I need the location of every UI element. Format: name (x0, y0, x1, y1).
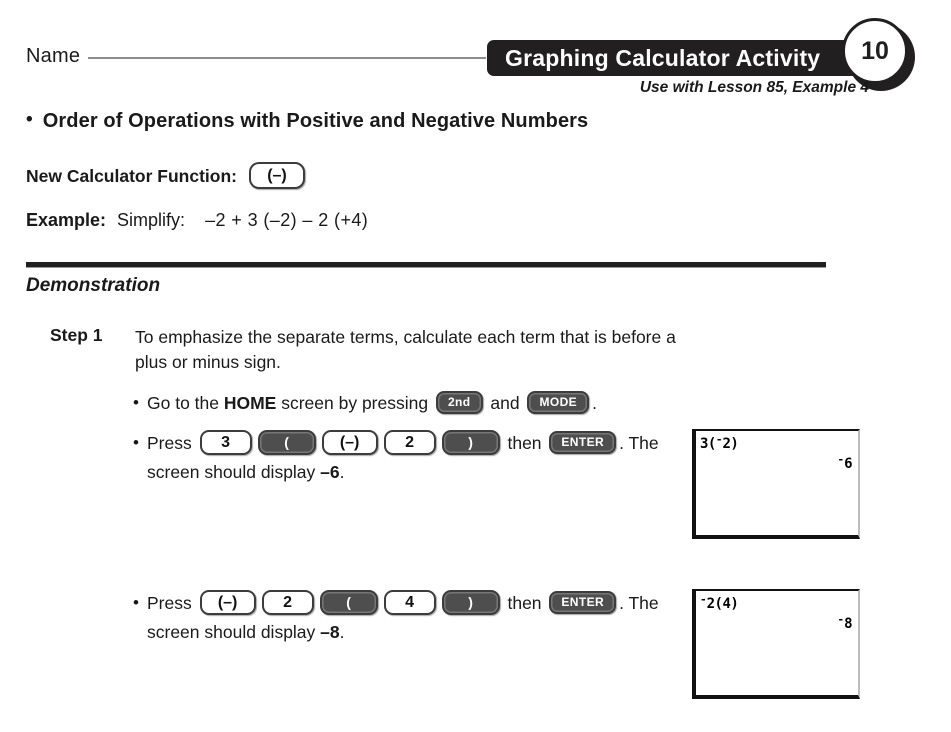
bullet-subtext-1: screen should display (147, 462, 321, 482)
bullet-text-1: Press (147, 593, 197, 613)
calculator-key-2[interactable]: 2 (262, 590, 314, 615)
result-value: 6 (844, 456, 852, 472)
calculator-key-mode[interactable]: MODE (527, 391, 589, 414)
calculator-key-enter[interactable]: ENTER (549, 431, 616, 454)
calculator-result-line (837, 453, 852, 472)
calculator-key-negate[interactable]: (–) (249, 162, 305, 189)
new-calculator-function-row (26, 163, 308, 190)
calculator-key-negate[interactable]: (–) (200, 590, 256, 615)
entry-suffix: 2(4) (706, 596, 739, 612)
bullet-text-2: then (502, 433, 547, 453)
bullet-text-3: and (485, 393, 525, 413)
calculator-key-2nd[interactable]: 2nd (436, 391, 483, 414)
bullet-text-3: . The (619, 593, 659, 613)
calculator-key-negate[interactable]: (–) (322, 430, 378, 455)
name-write-in-rule[interactable] (88, 57, 486, 59)
example-verb: Simplify: (117, 210, 186, 230)
bullet-text-1: Press (147, 433, 197, 453)
bullet-dot-icon: • (133, 393, 139, 412)
calculator-key-close-paren[interactable]: ) (442, 590, 500, 615)
section-divider (26, 262, 826, 268)
calculator-key-3[interactable]: 3 (200, 430, 252, 455)
instruction-bullet-press-sequence-2 (133, 588, 673, 646)
step-label: Step 1 (50, 325, 103, 345)
bullet-dot-icon: • (133, 433, 139, 452)
step-text: To emphasize the separate terms, calculate each term that is before a plus or minus sign. (135, 327, 676, 372)
bullet-text-3: . The (619, 433, 659, 453)
calculator-key-2[interactable]: 2 (384, 430, 436, 455)
bullet-text-2: then (502, 593, 547, 613)
new-function-label: New Calculator Function: (26, 166, 237, 186)
name-field-row (26, 45, 486, 68)
bullet-subline (147, 459, 673, 486)
section-bullet-icon: • (26, 109, 33, 130)
bullet-result-value: –6 (320, 462, 340, 482)
instruction-bullet-press-sequence-1 (133, 428, 673, 486)
calculator-key-open-paren[interactable]: ( (320, 590, 378, 615)
calculator-key-open-paren[interactable]: ( (258, 430, 316, 455)
example-row (26, 210, 368, 231)
demonstration-heading: Demonstration (26, 275, 161, 296)
calculator-key-4[interactable]: 4 (384, 590, 436, 615)
calculator-key-close-paren[interactable]: ) (442, 430, 500, 455)
bullet-subtext-1: screen should display (147, 622, 321, 642)
result-negative-sign: - (837, 613, 845, 626)
calculator-result-line (837, 613, 852, 632)
instruction-bullet-home-screen (133, 388, 673, 419)
calculator-entry-line (700, 593, 738, 612)
bullet-subtext-2: . (339, 622, 345, 642)
banner-subtitle: Use with Lesson 85, Example 4 (639, 79, 869, 96)
bullet-line (133, 428, 673, 459)
name-label: Name (26, 45, 81, 67)
entry-suffix: 2) (722, 436, 739, 452)
entry-prefix: 3( (700, 436, 716, 452)
section-title-text: Order of Operations with Positive and Negative Numbers (42, 110, 589, 132)
entry-negative-sign: - (715, 433, 723, 446)
example-expression: –2 + 3 (–2) – 2 (+4) (205, 210, 369, 230)
banner-title: Graphing Calculator Activity (505, 45, 821, 71)
activity-number-badge: 10 (842, 18, 908, 84)
calculator-screen-1 (692, 429, 860, 539)
calculator-key-enter[interactable]: ENTER (549, 591, 616, 614)
bullet-dot-icon: • (133, 593, 139, 612)
bullet-text-1: Go to the (147, 393, 224, 413)
calculator-screen-2 (692, 589, 860, 699)
bullet-subtext-2: . (339, 462, 345, 482)
result-value: 8 (844, 616, 852, 632)
entry-negative-sign: - (700, 593, 707, 606)
bullet-text-2: screen by pressing (276, 393, 433, 413)
bullet-text-home: HOME (223, 393, 277, 413)
activity-header-banner (487, 17, 942, 95)
bullet-subline (147, 619, 673, 646)
example-label: Example: (26, 210, 107, 230)
bullet-text-4: . (592, 393, 597, 413)
bullet-result-value: –8 (320, 622, 340, 642)
page-title (26, 110, 588, 133)
calculator-entry-line (700, 433, 738, 452)
bullet-line (133, 588, 673, 619)
result-negative-sign: - (837, 453, 845, 466)
bullet-line (133, 388, 673, 419)
